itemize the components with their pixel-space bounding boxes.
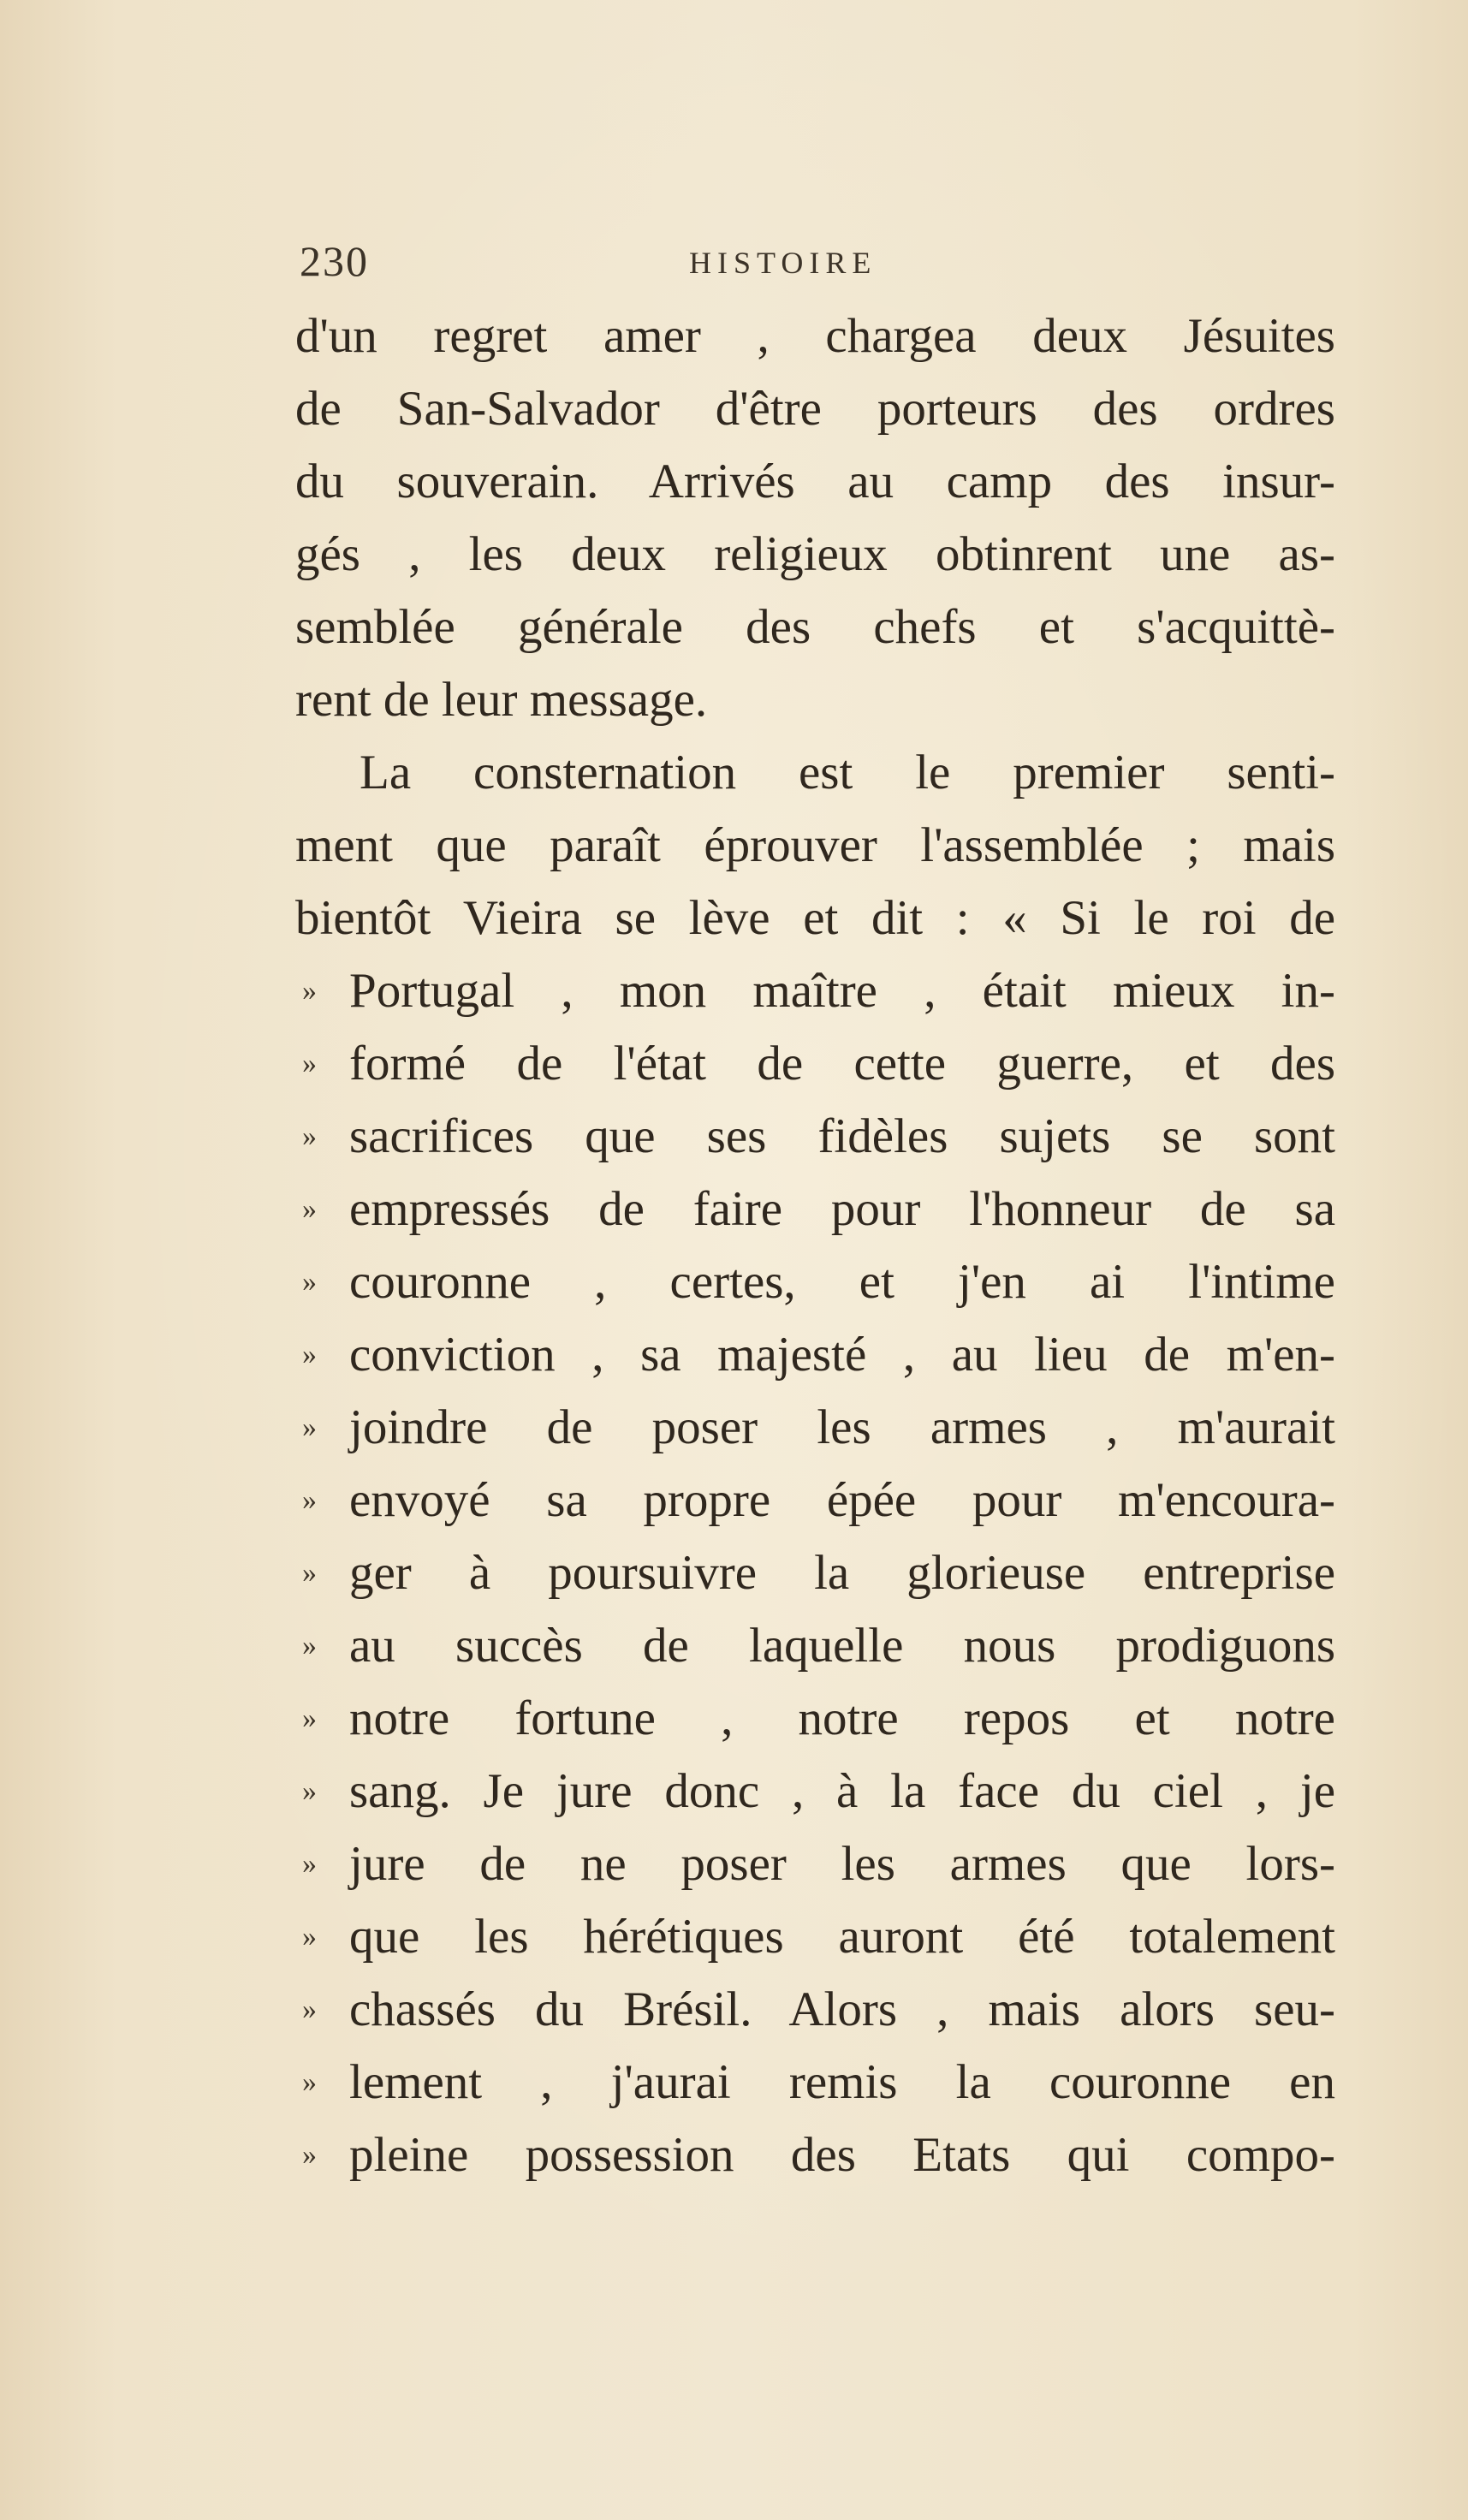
page-header bbox=[300, 236, 1335, 296]
text-line bbox=[295, 372, 1335, 445]
line-text: de San-Salvador d'être porteurs des ordres bbox=[295, 382, 1335, 436]
quote-mark: » bbox=[302, 1703, 317, 1734]
page-number: 230 bbox=[300, 237, 369, 285]
line-text: empressés de faire pour l'honneur de sa bbox=[349, 1182, 1335, 1236]
line-text: semblée générale des chefs et s'acquittè- bbox=[295, 600, 1335, 654]
line-text: joindre de poser les armes , m'aurait bbox=[349, 1400, 1335, 1454]
text-line bbox=[295, 1318, 1335, 1391]
quote-mark: » bbox=[302, 1339, 317, 1370]
body-text bbox=[295, 300, 1335, 2191]
line-text: envoyé sa propre épée pour m'encoura- bbox=[349, 1473, 1335, 1527]
text-line bbox=[295, 1828, 1335, 1900]
line-text: notre fortune , notre repos et notre bbox=[349, 1691, 1335, 1745]
line-text: rent de leur message. bbox=[295, 673, 708, 727]
text-line bbox=[295, 1609, 1335, 1682]
quote-mark: » bbox=[302, 1412, 317, 1443]
quote-mark: » bbox=[302, 1048, 317, 1079]
text-line bbox=[295, 2119, 1335, 2191]
text-line bbox=[295, 1027, 1335, 1100]
running-title: HISTOIRE bbox=[689, 246, 877, 280]
text-line bbox=[295, 1755, 1335, 1828]
quote-mark: » bbox=[302, 1775, 317, 1807]
quote-mark: » bbox=[302, 975, 317, 1007]
text-line bbox=[295, 300, 1335, 372]
line-text: du souverain. Arrivés au camp des insur- bbox=[295, 455, 1335, 508]
quote-mark: » bbox=[302, 1921, 317, 1952]
text-line bbox=[295, 1245, 1335, 1318]
line-text: sang. Je jure donc , à la face du ciel , je bbox=[349, 1764, 1335, 1818]
text-line bbox=[295, 1464, 1335, 1536]
quote-mark: » bbox=[302, 1630, 317, 1661]
line-text: pleine possession des Etats qui compo- bbox=[349, 2128, 1335, 2182]
line-text: formé de l'état de cette guerre, et des bbox=[349, 1037, 1335, 1091]
line-text: Portugal , mon maître , était mieux in- bbox=[349, 964, 1335, 1018]
text-line bbox=[295, 1391, 1335, 1464]
text-line bbox=[295, 518, 1335, 591]
text-line bbox=[295, 809, 1335, 882]
quote-mark: » bbox=[302, 1193, 317, 1225]
quote-mark: » bbox=[302, 2066, 317, 2098]
line-text: gés , les deux religieux obtinrent une as- bbox=[295, 527, 1335, 581]
text-line bbox=[295, 1900, 1335, 1973]
line-text: ger à poursuivre la glorieuse entreprise bbox=[349, 1546, 1335, 1600]
text-line bbox=[295, 445, 1335, 518]
line-text: bientôt Vieira se lève et dit : « Si le roi de bbox=[295, 891, 1335, 945]
text-line bbox=[295, 736, 1335, 809]
text-line bbox=[295, 1973, 1335, 2046]
quote-mark: » bbox=[302, 2139, 317, 2171]
text-line bbox=[295, 591, 1335, 663]
quote-mark: » bbox=[302, 1120, 317, 1152]
line-text: lement , j'aurai remis la couronne en bbox=[349, 2055, 1335, 2109]
text-line bbox=[295, 1173, 1335, 1245]
quote-mark: » bbox=[302, 1994, 317, 2025]
line-text: chassés du Brésil. Alors , mais alors seu- bbox=[349, 1982, 1335, 2036]
text-line bbox=[295, 882, 1335, 954]
quote-mark: » bbox=[302, 1848, 317, 1880]
line-text: couronne , certes, et j'en ai l'intime bbox=[349, 1255, 1335, 1309]
text-line bbox=[295, 663, 1335, 736]
line-text: que les hérétiques auront été totalement bbox=[349, 1910, 1335, 1964]
line-text: conviction , sa majesté , au lieu de m'en- bbox=[349, 1328, 1335, 1382]
text-line bbox=[295, 1536, 1335, 1609]
line-text: ment que paraît éprouver l'assemblée ; mais bbox=[295, 818, 1335, 872]
line-text: d'un regret amer , chargea deux Jésuites bbox=[295, 309, 1335, 363]
line-text: au succès de laquelle nous prodiguons bbox=[349, 1619, 1335, 1673]
quote-mark: » bbox=[302, 1557, 317, 1589]
line-text: jure de ne poser les armes que lors- bbox=[349, 1837, 1335, 1891]
text-line bbox=[295, 954, 1335, 1027]
quote-mark: » bbox=[302, 1484, 317, 1516]
line-text: La consternation est le premier senti- bbox=[360, 746, 1335, 799]
text-line bbox=[295, 1100, 1335, 1173]
quote-mark: » bbox=[302, 1266, 317, 1298]
text-line bbox=[295, 1682, 1335, 1755]
text-line bbox=[295, 2046, 1335, 2119]
line-text: sacrifices que ses fidèles sujets se sont bbox=[349, 1109, 1335, 1163]
